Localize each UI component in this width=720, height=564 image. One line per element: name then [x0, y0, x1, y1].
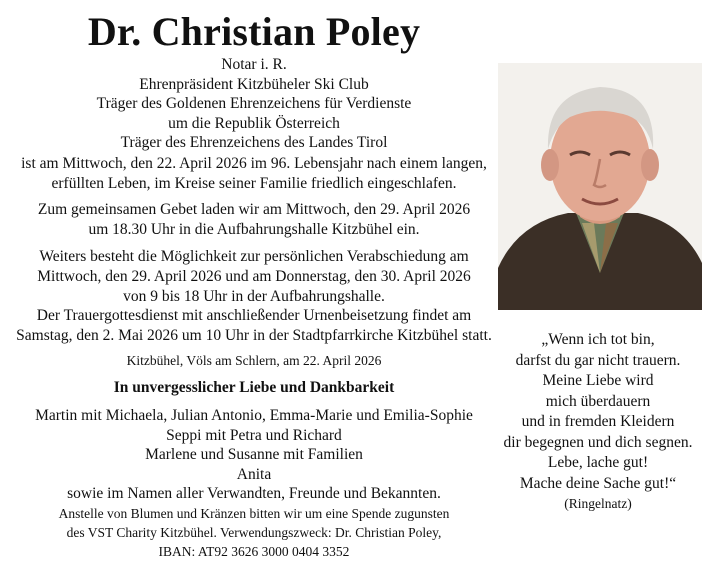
funeral-service-info	[0, 306, 508, 346]
family-line: Seppi mit Petra und Richard	[166, 426, 342, 444]
honorary-titles	[0, 55, 508, 153]
donation-line: des VST Charity Kitzbühel. Verwendungszweck: Dr. Christian Poley,	[66, 525, 442, 540]
donation-request	[0, 504, 508, 561]
text-line: von 9 bis 18 Uhr in der Aufbahrungshalle.	[123, 288, 385, 305]
text-line: Zum gemeinsamen Gebet laden wir am Mittwoch, den 29. April 2026	[37, 201, 471, 218]
title-line: Träger des Ehrenzeichens des Landes Tirol	[120, 134, 388, 151]
text-line: Der Trauergottesdienst mit anschließender Urnenbeisetzung findet am	[36, 307, 472, 324]
family-line: Marlene und Susanne mit Familien	[145, 446, 363, 463]
quote-line: Mache deine Sache gut!“	[519, 474, 677, 492]
family-line: Anita	[236, 465, 272, 483]
death-announcement	[0, 154, 508, 194]
quote-line: Meine Liebe wird	[542, 372, 654, 389]
family-list	[0, 406, 508, 504]
donation-line: IBAN: AT92 3626 3000 0404 3352	[158, 544, 350, 559]
text-line: Samstag, den 2. Mai 2026 um 10 Uhr in der Stadtpfarrkirche Kitzbühel statt.	[16, 327, 492, 344]
deceased-name: Dr. Christian Poley	[87, 9, 421, 54]
text-line: erfüllten Leben, im Kreise seiner Familie friedlich eingeschlafen.	[51, 175, 457, 192]
quote-line: darfst du gar nicht trauern.	[515, 351, 681, 369]
quote-line: Lebe, lache gut!	[547, 454, 649, 471]
family-line: Martin mit Michaela, Julian Antonio, Emma-Marie und Emilia-Sophie	[35, 407, 473, 424]
family-line: sowie im Namen aller Verwandten, Freunde und Bekannten.	[67, 485, 441, 502]
quote-line: „Wenn ich tot bin,	[541, 331, 655, 348]
quote-line: dir begegnen und dich segnen.	[503, 433, 693, 451]
memorial-quote	[496, 330, 700, 515]
quote-line: und in fremden Kleidern	[521, 413, 675, 430]
donation-line: Anstelle von Blumen und Kränzen bitten wir um eine Spende zugunsten	[58, 506, 450, 521]
farewell-info	[0, 247, 508, 307]
quote-line: mich überdauern	[545, 392, 651, 410]
prayer-invitation	[0, 200, 508, 240]
text-line: um 18.30 Uhr in die Aufbahrungshalle Kitzbühel ein.	[88, 221, 420, 238]
quote-author: (Ringelnatz)	[564, 496, 632, 511]
place-date: Kitzbühel, Völs am Schlern, am 22. April 2026	[126, 353, 382, 368]
title-line: um die Republik Österreich	[168, 114, 340, 132]
dedication-heading: In unvergesslicher Liebe und Dankbarkeit	[113, 379, 395, 396]
portrait-illustration	[498, 63, 702, 310]
title-line: Träger des Goldenen Ehrenzeichens für Verdienste	[96, 95, 412, 112]
title-line: Notar i. R.	[221, 56, 287, 73]
title-line: Ehrenpräsident Kitzbüheler Ski Club	[139, 75, 369, 93]
text-line: ist am Mittwoch, den 22. April 2026 im 96. Lebensjahr nach einem langen,	[21, 155, 487, 172]
portrait-photo	[498, 63, 702, 310]
text-line: Weiters besteht die Möglichkeit zur persönlichen Verabschiedung am	[39, 248, 469, 265]
text-line: Mittwoch, den 29. April 2026 und am Donnerstag, den 30. April 2026	[37, 268, 471, 285]
